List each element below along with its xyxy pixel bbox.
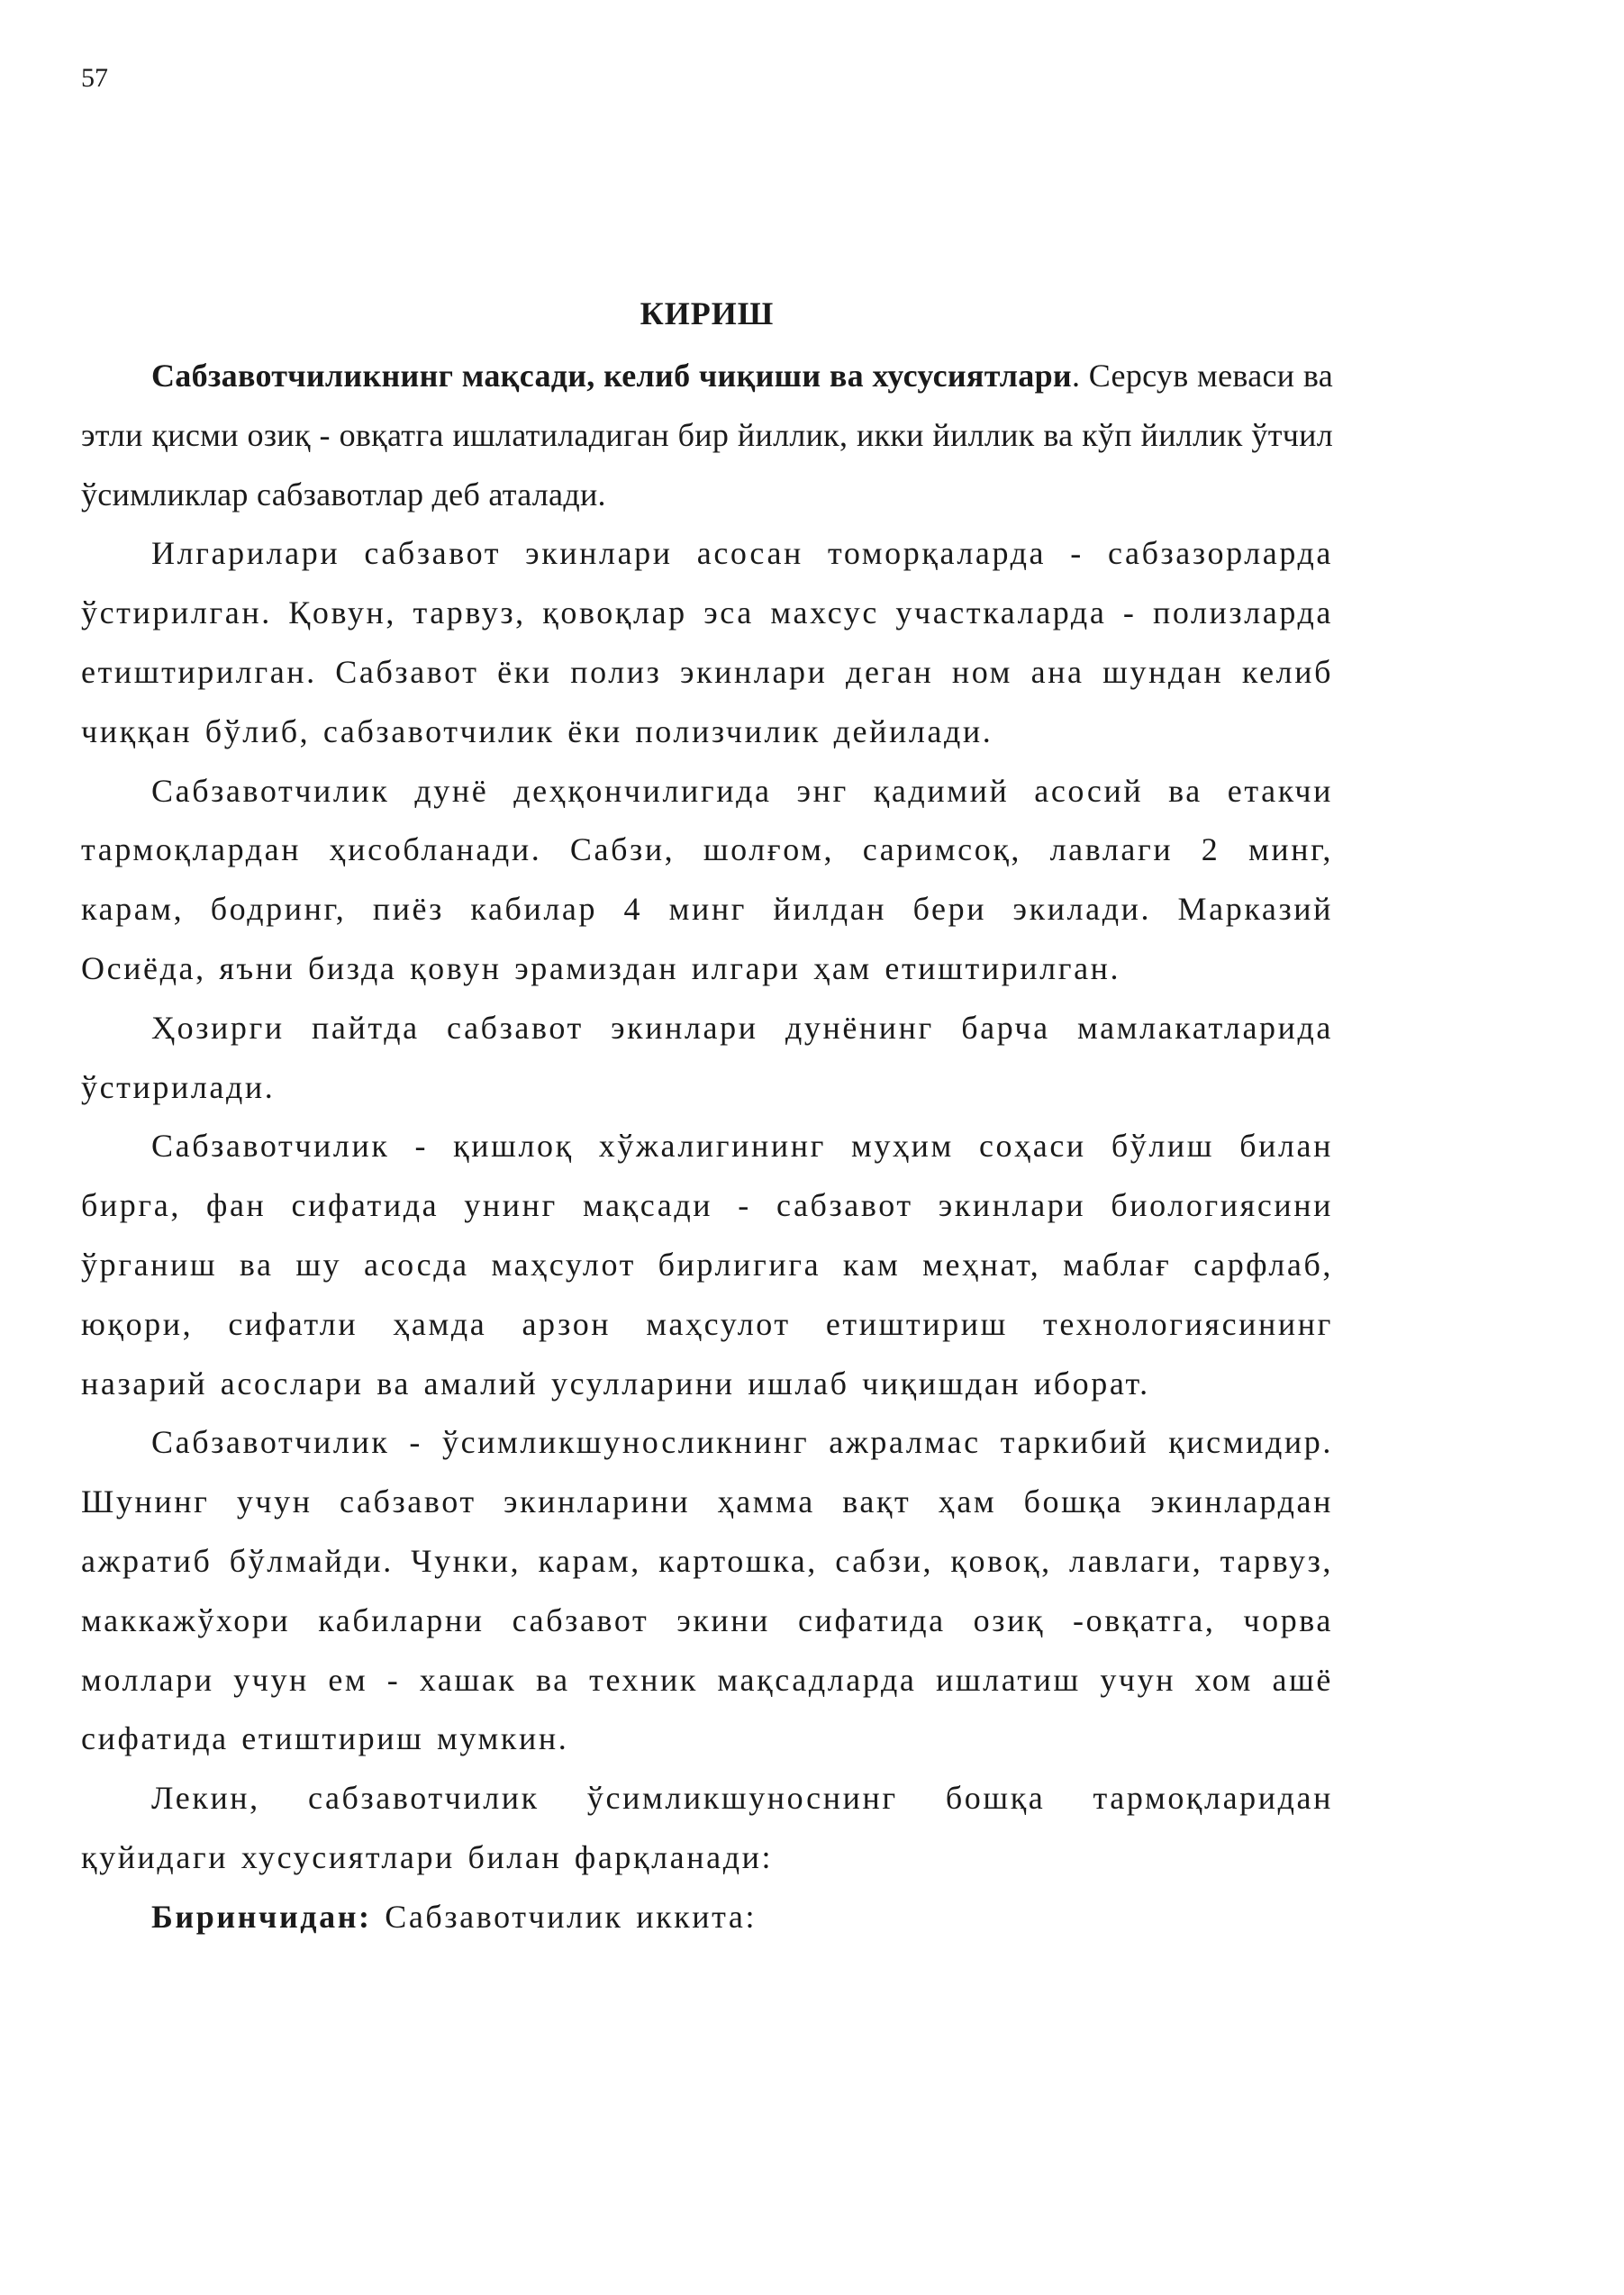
- paragraph-2: Сабзавотчилик дунё деҳқончилигида энг қадимий асосий ва етакчи тармоқлардан ҳисобланади. Сабзи, шолғом, саримсоқ, лавлаги 2 минг, карам, бодринг, пиёз кабилар 4 минг йилдан бери экилади. Марказий Осиёда, яъни бизда қовун эрамиздан илгари ҳам етиштирилган.: [81, 772, 1333, 986]
- document-body: [81, 295, 1333, 1947]
- last-lead: Биринчидан:: [151, 1898, 372, 1935]
- intro-text: . Серсув меваси ва этли қисми озиқ - овқатга ишлатиладиган бир йиллик, икки йиллик ва кўп йиллик ўтчил ўсимликлар сабзавотлар деб аталади.: [81, 358, 1333, 513]
- intro-paragraph: [81, 347, 1333, 524]
- paragraph-3: Ҳозирги пайтда сабзавот экинлари дунёнинг барча мамлакатларида ўстирилади.: [81, 1009, 1333, 1105]
- last-text: Сабзавотчилик иккита:: [371, 1898, 758, 1935]
- page-number: 57: [81, 63, 108, 93]
- paragraph-5: Сабзавотчилик - ўсимликшуносликнинг ажралмас таркибий қисмидир. Шунинг учун сабзавот экинларини ҳамма вақт ҳам бошқа экинлардан ажратиб бўлмайди. Чунки, карам, картошка, сабзи, қовоқ, лавлаги, тарвуз, маккажўхори кабиларни сабзавот экини сифатида озиқ -овқатга, чорва моллари учун ем - хашак ва техник мақсадларда ишлатиш учун хом ашё сифатида етиштириш мумкин.: [81, 1424, 1333, 1757]
- intro-lead: Сабзавотчиликнинг мақсади, келиб чиқиши ва хусусиятлари: [151, 358, 1072, 394]
- paragraph-6: Лекин, сабзавотчилик ўсимликшуноснинг бошқа тармоқларидан қуйидаги хусусиятлари билан фарқланади:: [81, 1780, 1333, 1875]
- paragraph-1: Илгарилари сабзавот экинлари асосан томорқаларда - сабзазорларда ўстирилган. Қовун, тарвуз, қовоқлар эса махсус участкаларда - полизларда етиштирилган. Сабзавот ёки полиз экинлари деган ном ана шундан келиб чиққан бўлиб, сабзавотчилик ёки полизчилик дейилади.: [81, 535, 1333, 749]
- paragraph-4: Сабзавотчилик - қишлоқ хўжалигининг муҳим соҳаси бўлиш билан бирга, фан сифатида унинг мақсади - сабзавот экинлари биологиясини ўрганиш ва шу асосда маҳсулот бирлигига кам меҳнат, маблағ сарфлаб, юқори, сифатли ҳамда арзон маҳсулот етиштириш технологиясининг назарий асослари ва амалий усулларини ишлаб чиқишдан иборат.: [81, 1128, 1333, 1401]
- last-paragraph: [81, 1888, 1333, 1947]
- section-heading: КИРИШ: [640, 295, 775, 331]
